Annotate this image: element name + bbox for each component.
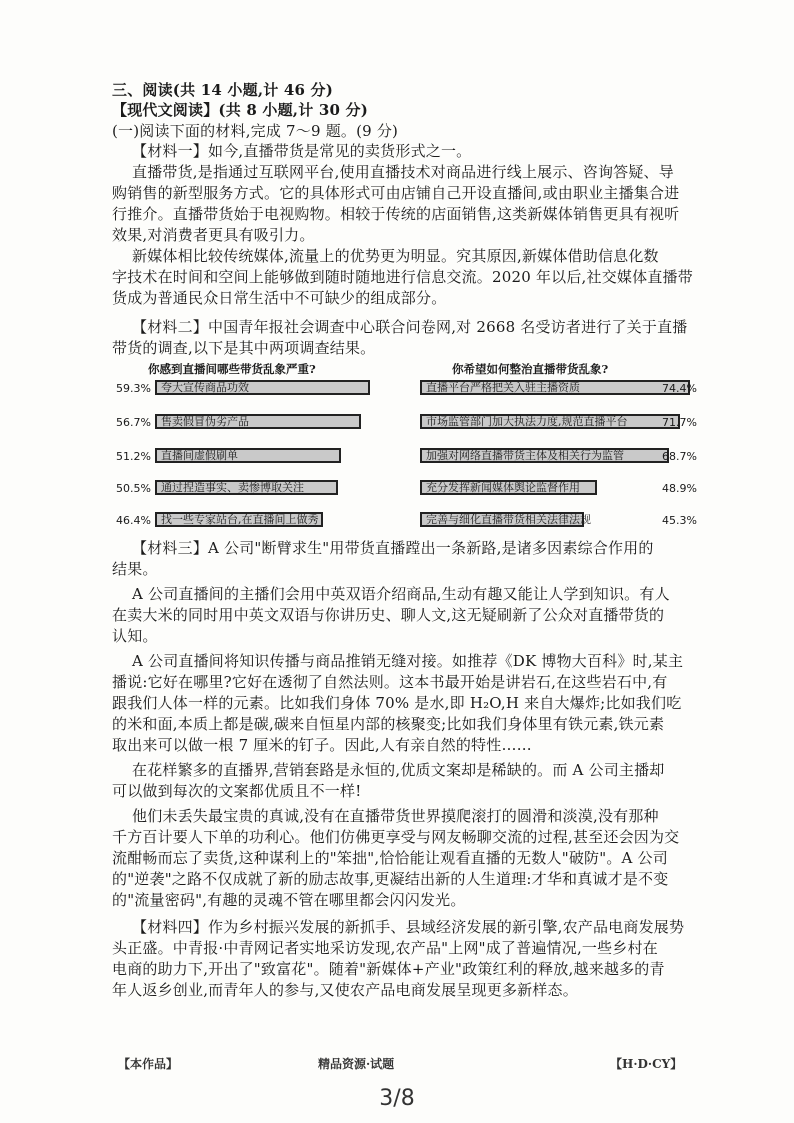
material4-line: 年人返乡创业,而青年人的参与,又使农产品电商发展呈现更多新样态。 (112, 981, 578, 999)
material1-line: 字技术在时间和空间上能够做到随时随地进行信息交流。2020 年以后,社交媒体直播带 (112, 268, 693, 286)
material3-line: 【材料三】A 公司"断臂求生"用带货直播蹚出一条新路,是诸多因素综合作用的 (132, 539, 654, 557)
material1-line: 新媒体相比较传统媒体,流量上的优势更为明显。究其原因,新媒体借助信息化数 (132, 247, 659, 265)
chart-bar-label: 夸大宣传商品功效 (161, 381, 249, 394)
material3-line: 的"流量密码",有趣的灵魂不管在哪里都会闪闪发光。 (112, 891, 466, 909)
material1-line: 【材料一】如今,直播带货是常见的卖货形式之一。 (132, 142, 472, 160)
material3-line: 他们未丢失最宝贵的真诚,没有在直播带货世界摸爬滚打的圆滑和淡漠,没有那种 (132, 807, 659, 825)
material3-line: 认知。 (112, 627, 158, 645)
material1-line: 购销售的新型服务方式。它的具体形式可由店铺自己开设直播间,或由职业主播集合进 (112, 184, 680, 202)
material4-line: 电商的助力下,开出了"致富花"。随着"新媒体+产业"政策红利的释放,越来越多的青 (112, 960, 665, 978)
material3-line: 可以做到每次的文案都优质且不一样! (112, 782, 362, 800)
chart-value-label: 50.5% (116, 482, 151, 495)
chart-value-label: 46.4% (116, 514, 151, 527)
chart-value-label: 51.2% (116, 450, 151, 463)
chart-value-label: 48.9% (662, 482, 697, 495)
material4-line: 【材料四】作为乡村振兴发展的新抓手、县域经济发展的新引擎,农产品电商发展势 (132, 918, 685, 936)
material2-line: 【材料二】中国青年报社会调查中心联合问卷网,对 2668 名受访者进行了关于直播 (132, 318, 688, 336)
chart-bar-label: 直播平台严格把关入驻主播资质 (426, 381, 580, 394)
chart-value-label: 71.7% (662, 416, 697, 429)
material1-line: 货成为普通民众日常生活中不可缺少的组成部分。 (112, 289, 447, 307)
chart-value-label: 56.7% (116, 416, 151, 429)
material3-line: A 公司直播间将知识传播与商品推销无缝对接。如推荐《DK 博物大百科》时,某主 (132, 652, 684, 670)
material4-line: 头正盛。中青报·中青网记者实地采访发现,农产品"上网"成了普遍情况,一些乡村在 (112, 939, 658, 957)
page-number: 3/8 (379, 1086, 415, 1111)
material3-line: A 公司直播间的主播们会用中英双语介绍商品,生动有趣又能让人学到知识。有人 (132, 585, 670, 603)
chart-bar-label: 通过捏造事实、卖惨博取关注 (161, 481, 304, 494)
task-instruction: (一)阅读下面的材料,完成 7～9 题。(9 分) (112, 122, 399, 140)
material3-line: 在卖大米的同时用中英文双语与你讲历史、聊人文,这无疑刷新了公众对直播带货的 (112, 606, 665, 624)
material3-line: 在花样繁多的直播界,营销套路是永恒的,优质文案却是稀缺的。而 A 公司主播却 (132, 761, 665, 779)
material3-line: 跟我们人体一样的元素。比如我们身体 70% 是水,即 H₂O,H 来自大爆炸;比如我们吃 (112, 694, 682, 712)
material1-line: 行推介。直播带货始于电视购物。相较于传统的店面销售,这类新媒体销售更具有视听 (112, 205, 680, 223)
chart-bar-label: 市场监管部门加大执法力度,规范直播平台 (426, 415, 628, 428)
chart-bar-label: 加强对网络直播带货主体及相关行为监管 (426, 449, 624, 462)
material3-line: 播说:它好在哪里?它好在透彻了自然法则。这本书最开始是讲岩石,在这些岩石中,有 (112, 673, 668, 691)
chart-right-bar-row (0, 512, 794, 530)
chart-bar-label: 直播间虚假刷单 (161, 449, 238, 462)
material1-line: 直播带货,是指通过互联网平台,使用直播技术对商品进行线上展示、咨询答疑、导 (132, 163, 674, 181)
subsection-heading: 【现代文阅读】(共 8 小题,计 30 分) (112, 101, 369, 119)
chart-value-label: 45.3% (662, 514, 697, 527)
chart-bar-label: 完善与细化直播带货相关法律法规 (426, 513, 591, 526)
chart-bar-label: 充分发挥新闻媒体舆论监督作用 (426, 481, 580, 494)
footer-middle-mark: 精品资源·试题 (318, 1057, 395, 1071)
material3-line: 结果。 (112, 560, 158, 578)
material3-line: 取出来可以做一根 7 厘米的钉子。因此,人有亲自然的特性…… (112, 736, 532, 754)
chart-right-bar-row (0, 380, 794, 398)
chart-value-label: 59.3% (116, 382, 151, 395)
material3-line: 流酣畅而忘了卖货,这种谋利上的"笨拙",恰恰能让观看直播的无数人"破防"。A 公司 (112, 849, 668, 867)
chart-value-label: 68.7% (662, 450, 697, 463)
chart-right-bar-row (0, 480, 794, 498)
section-heading: 三、阅读(共 14 小题,计 46 分) (112, 81, 334, 99)
material2-line: 带货的调查,以下是其中两项调查结果。 (112, 339, 376, 357)
material3-line: 的米和面,本质上都是碳,碳来自恒星内部的核聚变;比如我们身体里有铁元素,铁元素 (112, 715, 665, 733)
chart-bar-label: 售卖假冒伪劣产品 (161, 415, 249, 428)
chart-right-bar-row (0, 414, 794, 432)
chart-right-title: 你希望如何整治直播带货乱象? (452, 362, 609, 376)
chart-value-label: 74.4% (662, 382, 697, 395)
chart-right-bar-row (0, 448, 794, 466)
material3-line: 的"逆袭"之路不仅成就了新的励志故事,更凝结出新的人生道理:才华和真诚才是不变 (112, 870, 669, 888)
footer-left-mark: 【本作品】 (118, 1057, 179, 1071)
material3-line: 千方百计要人下单的功利心。他们仿佛更享受与网友畅聊交流的过程,甚至还会因为交 (112, 828, 680, 846)
chart-bar-label: 找一些专家站台,在直播间上做秀 (161, 513, 319, 526)
material1-line: 效果,对消费者更具有吸引力。 (112, 226, 315, 244)
footer-right-mark: 【H·D·CY】 (610, 1057, 683, 1071)
chart-left-title: 你感到直播间哪些带货乱象严重? (148, 362, 316, 376)
